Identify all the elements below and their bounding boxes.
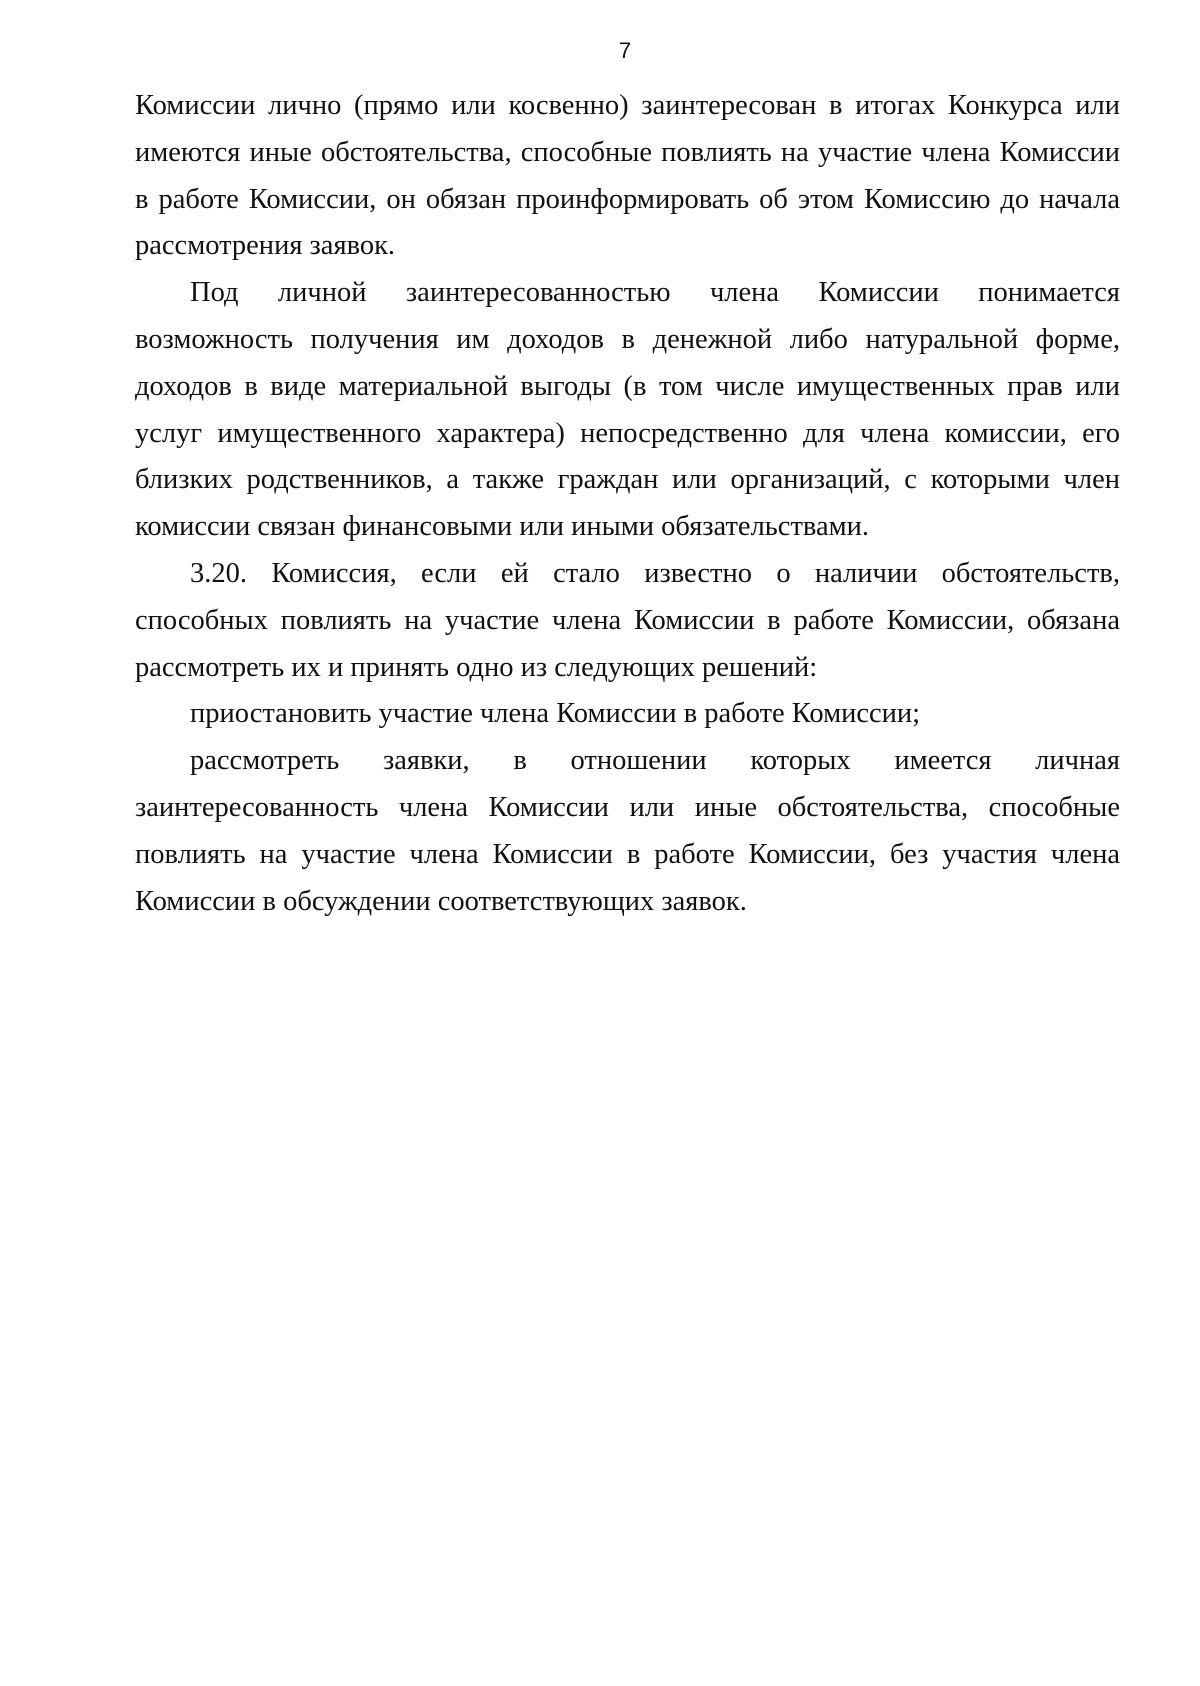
paragraph-clause-3-20: 3.20. Комиссия, если ей стало известно о наличии обстоятельств, способных повлиять на участие члена Комиссии в работе Комиссии, обязана рассмотреть их и принять одно из следующих решений: (135, 557, 1120, 683)
page-number: 7 (618, 38, 632, 63)
paragraph-decision-suspend: приостановить участие члена Комиссии в работе Комиссии; (190, 698, 921, 730)
paragraph-decision-review: рассмотреть заявки, в отношении которых имеется личная заинтересованность члена Комиссии или иные обстоятельства, способные повлиять на участие члена Комиссии в работе Комиссии, без участия члена Комиссии в обсуждении соответствующих заявок. (135, 745, 1120, 917)
paragraph-personal-interest-definition: Под личной заинтересованностью члена Комиссии понимается возможность получения им доходов в денежной либо натуральной форме, доходов в виде материальной выгоды (в том числе имущественных прав или услуг имущественного характера) непосредственно для члена комиссии, его близких родственников, а также граждан или организаций, с которыми член комиссии связан финансовыми или иными обязательствами. (135, 277, 1120, 543)
paragraph-continuation: Комиссии лично (прямо или косвенно) заинтересован в итогах Конкурса или имеются иные обстоятельства, способные повлиять на участие члена Комиссии в работе Комиссии, он обязан проинформировать об этом Комиссию до начала рассмотрения заявок. (135, 90, 1120, 262)
document-body (135, 83, 1120, 925)
